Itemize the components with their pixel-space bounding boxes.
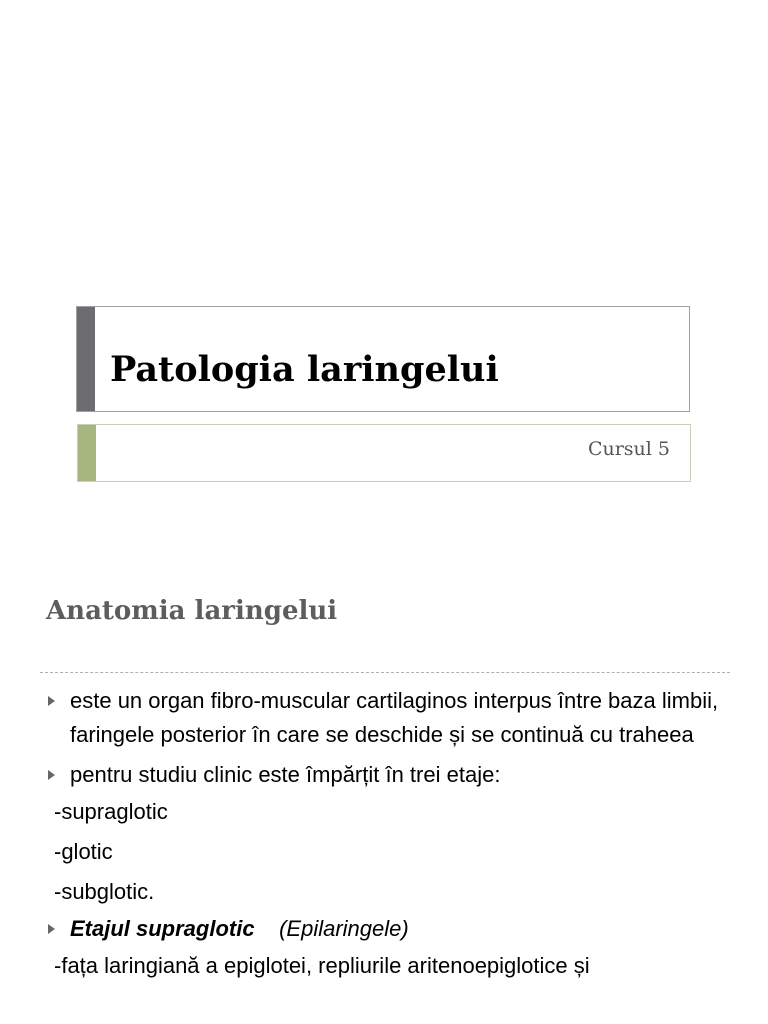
subtitle-accent-bar bbox=[78, 425, 96, 481]
bullet-arrow-icon bbox=[48, 924, 55, 934]
level-item: -glotic bbox=[54, 839, 113, 864]
slide-title: Patologia laringelui bbox=[110, 349, 499, 390]
bullet-text: este un organ fibro-muscular cartilaginos interpus între baza limbii, faringele posterior în care se deschide și se continuă cu traheea bbox=[70, 688, 719, 747]
title-accent-bar bbox=[77, 307, 95, 411]
heading-divider bbox=[40, 672, 730, 673]
bullet-item bbox=[46, 912, 736, 946]
subtitle-box bbox=[77, 424, 691, 482]
continuation-line: -fața laringiană a epiglotei, repliurile aritenoepiglotice și bbox=[54, 953, 590, 978]
title-box bbox=[76, 306, 690, 412]
slide-body bbox=[46, 684, 736, 986]
level-item: -subglotic. bbox=[54, 879, 155, 904]
bullet-text: pentru studiu clinic este împărțit în trei etaje: bbox=[70, 762, 501, 787]
bullet-item bbox=[46, 758, 736, 792]
bullet-arrow-icon bbox=[48, 770, 55, 780]
slide-subtitle: Cursul 5 bbox=[587, 438, 670, 460]
level-item: -supraglotic bbox=[54, 799, 168, 824]
section-heading: Anatomia laringelui bbox=[46, 596, 338, 626]
bullet-paren-text: (Epilaringele) bbox=[279, 916, 409, 941]
bullet-item bbox=[46, 684, 736, 752]
bullet-bold-text: Etajul supraglotic bbox=[70, 916, 255, 941]
bullet-arrow-icon bbox=[48, 696, 55, 706]
